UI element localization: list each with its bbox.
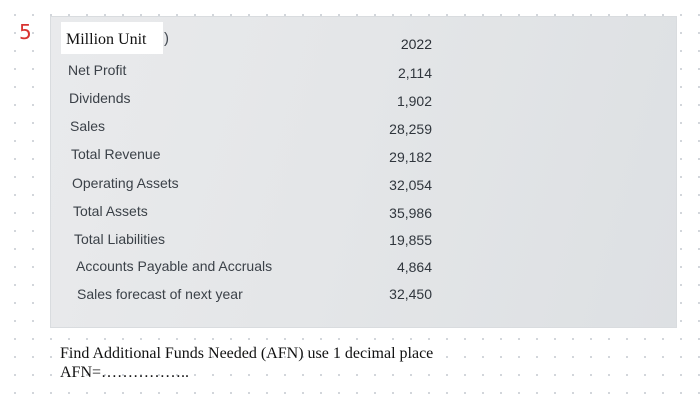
row-label-net-profit: Net Profit (68, 62, 127, 78)
question-text: Find Additional Funds Needed (AFN) use 1 decimal place (60, 345, 434, 362)
row-label-total-liabilities: Total Liabilities (74, 231, 166, 247)
row-value-net-profit: 2,114 (398, 65, 432, 81)
afn-answer-line: AFN=…………….. (60, 364, 190, 381)
row-value-sales: 28,259 (389, 121, 432, 137)
row-value-accounts-payable: 4,864 (396, 259, 432, 275)
row-label-operating-assets: Operating Assets (72, 175, 179, 191)
row-value-dividends: 1,902 (396, 93, 432, 109)
year-header: 2022 (400, 36, 432, 52)
unit-label: Million Unit (61, 22, 163, 54)
row-value-total-assets: 35,986 (389, 205, 432, 221)
question-number: 5 (19, 20, 32, 44)
row-label-dividends: Dividends (69, 90, 131, 106)
row-label-sales: Sales (70, 118, 106, 134)
row-label-sales-forecast: Sales forecast of next year (77, 286, 243, 302)
row-label-accounts-payable: Accounts Payable and Accruals (76, 258, 273, 274)
row-label-total-assets: Total Assets (73, 203, 148, 219)
row-value-total-liabilities: 19,855 (389, 232, 432, 248)
row-value-sales-forecast: 32,450 (389, 286, 432, 302)
row-label-total-revenue: Total Revenue (71, 146, 161, 162)
table-photo (50, 16, 677, 328)
row-value-total-revenue: 29,182 (389, 149, 432, 165)
unit-paren: ) (164, 30, 169, 47)
row-value-operating-assets: 32,054 (389, 177, 432, 193)
